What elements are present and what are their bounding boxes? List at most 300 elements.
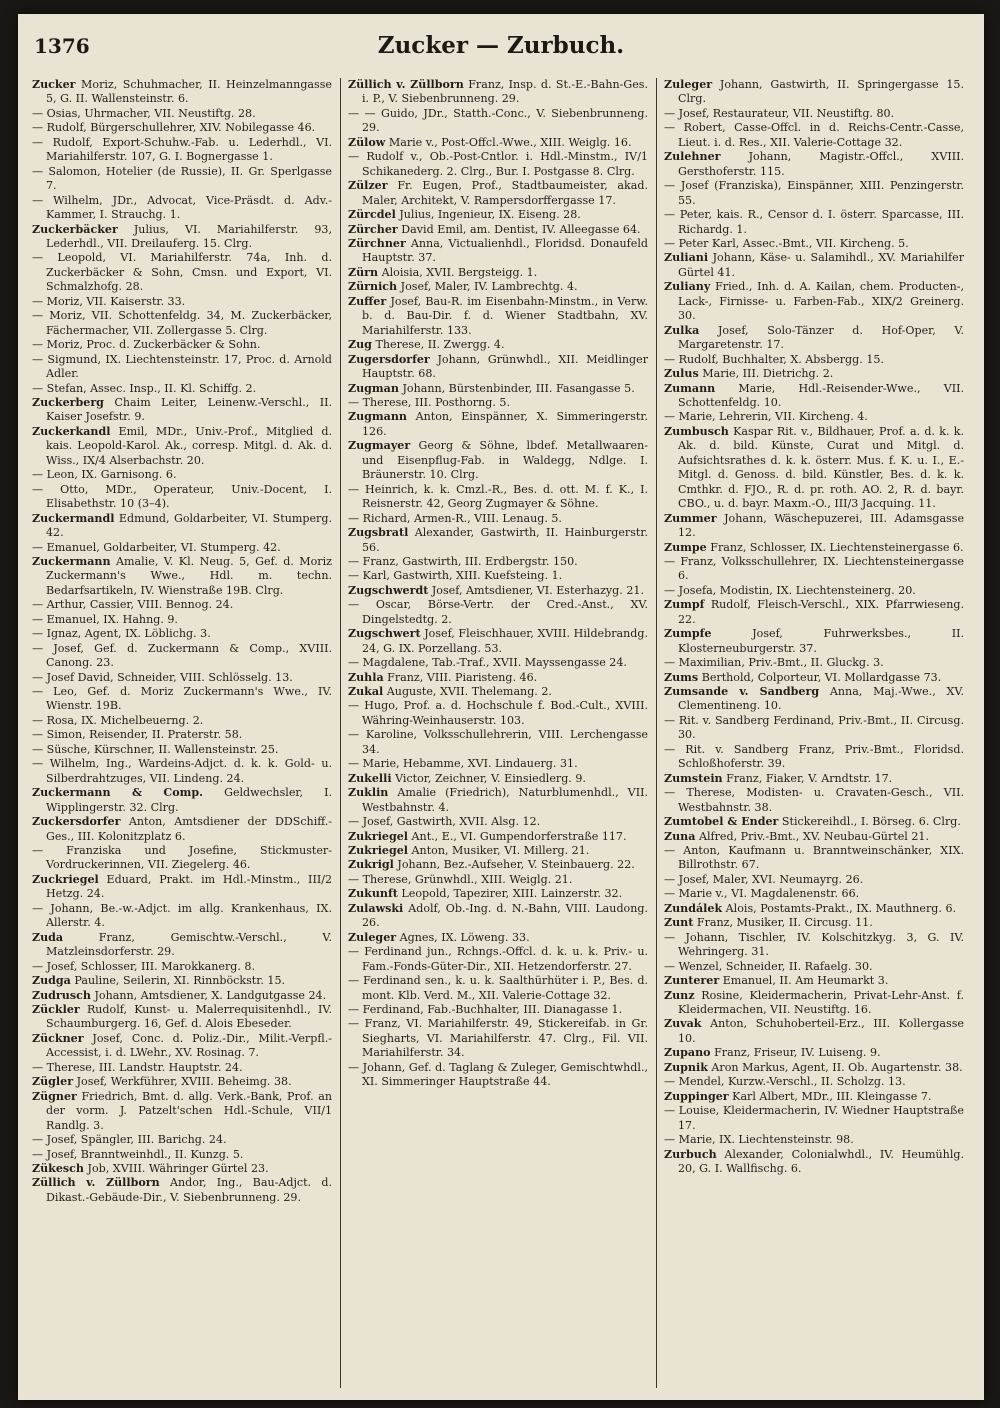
directory-entry (32, 642, 332, 671)
directory-entry (664, 150, 964, 179)
directory-entry (32, 960, 332, 974)
directory-entry (664, 685, 964, 714)
entry-surname: Zugersdorfer (348, 352, 430, 366)
entry-details: — Salomon, Hotelier (de Russie), II. Gr. Sperlgasse 7. (32, 164, 332, 193)
directory-entry (348, 569, 648, 583)
directory-column-2 (348, 78, 648, 1390)
entry-details: Franz, Schlosser, IX. Liechtensteinergasse 6. (710, 540, 964, 554)
page-number: 1376 (34, 34, 90, 58)
directory-entry (348, 786, 648, 815)
entry-details: — Peter, kais. R., Censor d. I. österr. Sparcasse, III. Richardg. 1. (664, 208, 964, 236)
directory-entry (664, 989, 964, 1018)
entry-surname: Zuklin (348, 786, 389, 800)
directory-entry (664, 830, 964, 844)
directory-entry (32, 223, 332, 252)
directory-entry (32, 989, 332, 1003)
entry-details: Anna, Victualienhdl., Floridsd. Donaufeld Hauptstr. 37. (362, 236, 648, 265)
directory-entry (664, 656, 964, 670)
directory-entry (32, 555, 332, 598)
entry-details: Johann, Grünwhdl., XII. Meidlinger Hauptstr. 68. (362, 352, 648, 381)
directory-entry (348, 237, 648, 266)
entry-details: Rudolf, Kunst- u. Malerrequisitenhdl., IV. Schaumburgerg. 16, Gef. d. Alois Ebeseder. (46, 1003, 332, 1031)
entry-details: Marie, Hdl.-Reisender-Wwe., VII. Schottenfeldg. 10. (678, 381, 964, 409)
directory-entry (664, 1104, 964, 1133)
directory-entry (664, 237, 964, 251)
entry-details: Anna, Maj.-Wwe., XV. Clementineng. 10. (678, 685, 964, 713)
directory-entry (32, 598, 332, 612)
entry-surname: Zürn (348, 265, 379, 279)
directory-entry (32, 613, 332, 627)
entry-details: — Karoline, Volksschullehrerin, VIII. Lerchengasse 34. (348, 728, 648, 756)
directory-entry (32, 1162, 332, 1176)
directory-entry (348, 830, 648, 844)
directory-entry (348, 1003, 648, 1017)
directory-entry (32, 844, 332, 873)
directory-entry (32, 1176, 332, 1205)
entry-details: — Otto, MDr., Operateur, Univ.-Docent, I. Elisabethstr. 10 (3–4). (32, 482, 332, 511)
entry-details: — Rudolf, Export-Schuhw.-Fab. u. Lederhdl., VI. Mariahilferstr. 107, G. I. Bognergasse 1. (32, 135, 332, 164)
entry-surname: Zuleger (348, 930, 397, 944)
directory-entry (32, 382, 332, 396)
entry-details: — Sigmund, IX. Liechtensteinstr. 17, Proc. d. Arnold Adler. (32, 352, 332, 381)
entry-details: Marie, III. Dietrichg. 2. (702, 367, 834, 381)
entry-details: Amalie, V. Kl. Neug. 5, Gef. d. Moriz Zuckermann's Wwe., Hdl. m. techn. Bedarfsartikeln, IV. Wienstraße 19B. Clrg. (46, 554, 332, 597)
entry-surname: Zumsande v. Sandberg (664, 685, 820, 699)
entry-surname: Zürchner (348, 236, 406, 250)
entry-surname: Zumstein (664, 771, 723, 785)
directory-entry (664, 931, 964, 960)
directory-entry (348, 512, 648, 526)
directory-entry (664, 251, 964, 280)
directory-entry (664, 974, 964, 988)
directory-entry (32, 931, 332, 960)
entry-surname: Zuckermann & Comp. (32, 786, 203, 800)
entry-details: Marie v., Post-Offcl.-Wwe., XIII. Weiglg. 16. (388, 135, 632, 149)
entry-surname: Zulawski (348, 901, 404, 915)
entry-details: Josef, Fuhrwerksbes., II. Klosterneuburgerstr. 37. (678, 627, 964, 655)
directory-entry (348, 410, 648, 439)
directory-entry (348, 974, 648, 1003)
entry-details: Victor, Zeichner, V. Einsiedlerg. 9. (395, 771, 586, 785)
directory-entry (664, 1061, 964, 1075)
entry-surname: Zülzer (348, 179, 388, 193)
directory-entry (348, 280, 648, 294)
directory-entry (32, 194, 332, 223)
directory-entry (664, 367, 964, 381)
entry-surname: Zunz (664, 988, 695, 1002)
entry-surname: Zudrusch (32, 988, 91, 1002)
entry-details: Andor, Ing., Bau-Adjct. d. Dikast.-Gebäude-Dir., V. Siebenbrunneng. 29. (46, 1176, 332, 1204)
entry-surname: Züllich v. Züllborn (348, 78, 464, 91)
entry-surname: Zug (348, 338, 372, 352)
entry-details: Josef, Werkführer, XVIII. Beheimg. 38. (76, 1075, 292, 1089)
directory-entry (348, 338, 648, 352)
directory-entry (664, 324, 964, 353)
entry-details: — Süsche, Kürschner, II. Wallensteinstr. 25. (32, 742, 279, 756)
entry-details: — Rit. v. Sandberg Franz, Priv.-Bmt., Floridsd. Schloßhoferstr. 39. (664, 742, 964, 771)
entry-details: — Maximilian, Priv.-Bmt., II. Gluckg. 3. (664, 656, 884, 670)
entry-surname: Zükesch (32, 1161, 84, 1175)
directory-entry (664, 772, 964, 786)
entry-details: Franz, VIII. Piaristeng. 46. (387, 670, 538, 684)
directory-entry (664, 916, 964, 930)
directory-entry (664, 353, 964, 367)
entry-surname: Zulus (664, 367, 699, 381)
entry-surname: Zupnik (664, 1060, 708, 1074)
entry-surname: Zuliany (664, 280, 711, 294)
entry-details: — Magdalene, Tab.-Traf., XVII. Mayssengasse 24. (348, 656, 627, 670)
directory-entry (664, 208, 964, 237)
entry-details: Leopold, Tapezirer, XIII. Lainzerstr. 32. (401, 887, 623, 901)
entry-surname: Zuckerberg (32, 395, 104, 409)
entry-details: Josef, Conc. d. Poliz.-Dir., Milit.-Verpfl.-Accessist, i. d. LWehr., XV. Rosinag. 7. (46, 1031, 332, 1060)
directory-entry (348, 483, 648, 512)
entry-details: Fried., Inh. d. A. Kailan, chem. Producten-, Lack-, Firnisse- u. Farben-Fab., XIX/2 Greinerg. 30. (678, 280, 964, 323)
entry-details: Josef, Solo-Tänzer d. Hof-Oper, V. Margaretenstr. 17. (678, 323, 964, 352)
entry-details: — Robert, Casse-Offcl. in d. Reichs-Centr.-Casse, Lieut. i. d. Res., XII. Valerie-Cottage 32. (664, 121, 964, 149)
directory-entry (32, 815, 332, 844)
directory-entry (32, 786, 332, 815)
directory-entry (348, 136, 648, 150)
entry-details: — Karl, Gastwirth, XIII. Kuefsteing. 1. (348, 569, 563, 583)
directory-entry (348, 382, 648, 396)
directory-entry (32, 512, 332, 541)
entry-details: — Hugo, Prof. a. d. Hochschule f. Bod.-Cult., XVIII. Währing-Weinhauserstr. 103. (348, 699, 648, 727)
entry-details: Kaspar Rit. v., Bildhauer, Prof. a. d. k. k. Ak. d. bild. Künste, Curat und Mitgl. d. Aufsichtsrathes d. k. k. österr. Mus. f. K. u. I., E.-Mitgl. d. Genoss. d. bild. Künstler, Bes. d. k. k. Cmthkr. d. FJO., R. d. pr. roth. AO. 2, R. d. bayr. CBO., u. d. bayr. Maxm.-O., III/3 Jacquing. 11. (678, 424, 964, 511)
entry-details: — Moriz, VII. Schottenfeldg. 34, M. Zuckerbäcker, Fächermacher, VII. Zollergasse 5. Clrg. (32, 309, 332, 337)
entry-surname: Zuckermann (32, 554, 111, 568)
directory-entry (664, 598, 964, 627)
directory-entry (32, 295, 332, 309)
directory-column-3 (664, 78, 964, 1390)
entry-details: — Oscar, Börse-Vertr. der Cred.-Anst., XV. Dingelstedtg. 2. (348, 598, 648, 626)
entry-details: Pauline, Seilerin, XI. Rinnböckstr. 15. (74, 974, 286, 988)
entry-details: — Wenzel, Schneider, II. Rafaelg. 30. (664, 959, 873, 973)
directory-entry (32, 136, 332, 165)
entry-surname: Zumpfe (664, 627, 712, 641)
entry-surname: Zuckermandl (32, 511, 115, 525)
directory-entry (664, 873, 964, 887)
entry-surname: Zuckriegel (32, 872, 99, 886)
entry-details: — Therese, Modisten- u. Cravaten-Gesch., VII. Westbahnstr. 38. (664, 786, 964, 814)
directory-entry (348, 627, 648, 656)
entry-surname: Zukriegel (348, 844, 408, 858)
directory-entry (348, 858, 648, 872)
entry-details: — Josef, Gef. d. Zuckermann & Comp., XVIII. Canong. 23. (32, 641, 332, 670)
entry-details: Ant., E., VI. Gumpendorferstraße 117. (411, 829, 627, 843)
entry-surname: Zülow (348, 135, 386, 149)
entry-details: — Ignaz, Agent, IX. Löblichg. 3. (32, 627, 211, 641)
directory-entry (348, 887, 648, 901)
directory-entry (348, 353, 648, 382)
entry-details: — Josef, Branntweinhdl., II. Kunzg. 5. (32, 1147, 244, 1161)
entry-details: — Josef, Maler, XVI. Neumayrg. 26. (664, 872, 864, 886)
directory-entry (664, 512, 964, 541)
directory-entry (348, 671, 648, 685)
entry-details: — Josef, Schlosser, III. Marokkanerg. 8. (32, 959, 256, 973)
entry-details: — Marie, IX. Liechtensteinstr. 98. (664, 1133, 854, 1147)
directory-entry (348, 598, 648, 627)
directory-entry (348, 844, 648, 858)
entry-surname: Zurbuch (664, 1147, 717, 1161)
directory-entry (32, 1003, 332, 1032)
entry-surname: Zuppinger (664, 1089, 729, 1103)
entry-surname: Zulka (664, 323, 700, 337)
directory-entry (348, 931, 648, 945)
entry-details: Aron Markus, Agent, II. Ob. Augartenstr. 38. (711, 1060, 963, 1074)
entry-details: — Mendel, Kurzw.-Verschl., II. Scholzg. 13. (664, 1075, 906, 1089)
entry-details: Johann, Wäschepuzerei, III. Adamsgasse 12. (678, 511, 964, 540)
directory-entry (348, 555, 648, 569)
directory-entry (348, 266, 648, 280)
directory-entry (664, 425, 964, 512)
entry-surname: Zukunft (348, 887, 398, 901)
entry-surname: Zugmayer (348, 439, 411, 453)
directory-entry (664, 1090, 964, 1104)
directory-entry (664, 280, 964, 323)
entry-surname: Zucker (32, 78, 76, 91)
entry-surname: Zumtobel & Ender (664, 815, 779, 829)
directory-entry (348, 772, 648, 786)
entry-surname: Zuda (32, 930, 64, 944)
directory-entry (664, 902, 964, 916)
directory-entry (348, 1017, 648, 1060)
entry-details: — Ferdinand, Fab.-Buchhalter, III. Dianagasse 1. (348, 1003, 623, 1016)
directory-entry (32, 425, 332, 468)
directory-entry (664, 887, 964, 901)
entry-details: Alois, Postamts-Prakt., IX. Mauthnerg. 6. (725, 901, 957, 915)
directory-entry (32, 902, 332, 931)
entry-details: Julius, VI. Mariahilferstr. 93, Lederhdl., VII. Dreilauferg. 15. Clrg. (46, 222, 332, 250)
directory-entry (664, 382, 964, 411)
entry-details: Georg & Söhne, lbdef. Metallwaaren- und Eisenpflug-Fab. in Waldegg, Ndlge. I. Bräunerstr. 10. Clrg. (362, 439, 648, 482)
directory-entry (348, 757, 648, 771)
entry-details: Alexander, Gastwirth, II. Hainburgerstr. 56. (362, 526, 648, 554)
entry-details: — Wilhelm, JDr., Advocat, Vice-Präsdt. d. Adv.-Kammer, I. Strauchg. 1. (32, 193, 332, 222)
entry-details: Alexander, Colonialwhdl., IV. Heumühlg. 20, G. I. Wallfischg. 6. (678, 1147, 964, 1175)
directory-entry (32, 685, 332, 714)
directory-entry (348, 78, 648, 107)
directory-entry (32, 1075, 332, 1089)
entry-details: — Rudolf, Bürgerschullehrer, XIV. Nobilegasse 46. (32, 121, 316, 135)
directory-entry (32, 728, 332, 742)
directory-entry (32, 743, 332, 757)
entry-surname: Zuvak (664, 1017, 702, 1031)
entry-details: Anton, Einspänner, X. Simmeringerstr. 126. (362, 410, 648, 438)
directory-entry (348, 223, 648, 237)
directory-entry (32, 251, 332, 294)
page-title: Zucker — Zurbuch. (377, 32, 625, 59)
directory-entry (348, 699, 648, 728)
entry-details: Edmund, Goldarbeiter, VI. Stumperg. 42. (46, 511, 332, 540)
directory-entry (348, 439, 648, 482)
directory-entry (32, 78, 332, 107)
entry-details: — Franz, Gastwirth, III. Erdbergstr. 150. (348, 554, 578, 568)
entry-details: — Leo, Gef. d. Moriz Zuckermann's Wwe., IV. Wienstr. 19B. (32, 685, 332, 713)
entry-surname: Zuna (664, 829, 696, 843)
directory-entry (664, 78, 964, 107)
entry-details: — Johann, Be.-w.-Adjct. im allg. Krankenhaus, IX. Allerstr. 4. (32, 901, 332, 930)
entry-details: — Marie, Lehrerin, VII. Kircheng. 4. (664, 410, 868, 424)
entry-details: — Osias, Uhrmacher, VII. Neustiftg. 28. (32, 106, 256, 120)
directory-entry (32, 873, 332, 902)
entry-surname: Zürcher (348, 222, 398, 236)
directory-entry (32, 1133, 332, 1147)
directory-entry (32, 309, 332, 338)
directory-entry (32, 396, 332, 425)
entry-details: Josef, Fleischhauer, XVIII. Hildebrandg. 24, G. IX. Porzellang. 53. (362, 627, 648, 655)
entry-surname: Zuleger (664, 78, 713, 91)
directory-entry (664, 410, 964, 424)
entry-details: — Rit. v. Sandberg Ferdinand, Priv.-Bmt., II. Circusg. 30. (664, 713, 964, 742)
directory-entry (32, 165, 332, 194)
entry-details: Franz, Insp. d. St.-E.-Bahn-Ges. i. P., V. Siebenbrunneng. 29. (362, 78, 648, 106)
entry-details: Anton, Musiker, VI. Millerg. 21. (411, 844, 590, 858)
entry-details: — Stefan, Assec. Insp., II. Kl. Schiffg. 2. (32, 381, 257, 395)
entry-details: Julius, Ingenieur, IX. Eiseng. 28. (399, 208, 581, 222)
directory-entry (664, 121, 964, 150)
entry-details: Emanuel, II. Am Heumarkt 3. (722, 974, 889, 988)
directory-page (18, 14, 984, 1400)
entry-surname: Zunt (664, 916, 694, 930)
entry-details: Fr. Eugen, Prof., Stadtbaumeister, akad. Maler, Architekt, V. Rampersdorffergasse 17. (362, 179, 648, 207)
directory-entry (664, 671, 964, 685)
entry-details: — Therese, III. Landstr. Hauptstr. 24. (32, 1060, 243, 1074)
entry-surname: Zuckerbäcker (32, 222, 118, 236)
directory-entry (32, 1032, 332, 1061)
entry-surname: Zürcdel (348, 208, 396, 222)
entry-details: — Simon, Reisender, II. Praterstr. 58. (32, 728, 243, 742)
directory-entry (32, 483, 332, 512)
directory-entry (664, 1133, 964, 1147)
entry-surname: Zukal (348, 685, 384, 699)
entry-details: Berthold, Colporteur, VI. Mollardgasse 73. (701, 670, 942, 684)
entry-surname: Zugman (348, 381, 399, 395)
entry-surname: Zugschwert (348, 627, 421, 641)
directory-entry (664, 960, 964, 974)
entry-details: Aloisia, XVII. Bergsteigg. 1. (381, 265, 538, 279)
entry-surname: Züllich v. Züllborn (32, 1176, 160, 1190)
directory-entry (664, 815, 964, 829)
entry-details: Johann, Magistr.-Offcl., XVIII. Gersthoferstr. 115. (678, 150, 964, 178)
entry-details: Adolf, Ob.-Ing. d. N.-Bahn, VIII. Laudong. 26. (362, 901, 648, 930)
directory-entry (664, 584, 964, 598)
entry-details: — Leopold, VI. Mariahilferstr. 74a, Inh. d. Zuckerbäcker & Sohn, Cmsn. und Export, VI. Schmalzhofg. 28. (32, 251, 332, 294)
entry-details: — Therese, Grünwhdl., XIII. Weiglg. 21. (348, 872, 573, 886)
entry-surname: Zukriegel (348, 829, 408, 843)
directory-entry (348, 873, 648, 887)
entry-surname: Zumpe (664, 540, 707, 554)
entry-details: Johann, Amtsdiener, X. Landgutgasse 24. (94, 988, 327, 1002)
entry-details: — Johann, Gef. d. Taglang & Zuleger, Gemischtwhdl., XI. Simmeringer Hauptstraße 44. (348, 1060, 648, 1089)
directory-entry (664, 1046, 964, 1060)
directory-entry (664, 107, 964, 121)
directory-entry (32, 627, 332, 641)
entry-details: — Moriz, Proc. d. Zuckerbäcker & Sohn. (32, 338, 261, 352)
entry-surname: Zuckersdorfer (32, 815, 121, 829)
entry-surname: Zugmann (348, 410, 407, 424)
entry-surname: Zügler (32, 1075, 74, 1089)
directory-entry (32, 757, 332, 786)
directory-entry (348, 945, 648, 974)
page-header (32, 30, 970, 70)
directory-entry (348, 685, 648, 699)
entry-details: Stickereihdl., I. Börseg. 6. Clrg. (781, 815, 961, 829)
entry-details: — Emanuel, Goldarbeiter, VI. Stumperg. 42. (32, 540, 281, 554)
directory-entry (348, 208, 648, 222)
entry-details: Josef, Bau-R. im Eisenbahn-Minstm., in Verw. b. d. Bau-Dir. f. d. Wiener Stadtbahn, XV. Mariahilferstr. 133. (362, 294, 648, 337)
entry-surname: Zupano (664, 1046, 711, 1060)
entry-details: Amalie (Friedrich), Naturblumenhdl., VII. Westbahnstr. 4. (362, 786, 648, 814)
entry-details: Franz, Musiker, II. Circusg. 11. (696, 916, 873, 930)
directory-entry (32, 121, 332, 135)
entry-details: — Josef, Restaurateur, VII. Neustiftg. 80. (664, 106, 895, 120)
entry-details: Franz, Gemischtw.-Verschl., V. Matzleinsdorferstr. 29. (46, 930, 332, 959)
entry-surname: Zugsbratl (348, 526, 409, 540)
entry-details: — Rudolf v., Ob.-Post-Cntlor. i. Hdl.-Minstm., IV/1 Schikanederg. 2. Clrg., Bur. I. Postgasse 8. Clrg. (348, 150, 648, 178)
entry-details: Anton, Amtsdiener der DDSchiff.-Ges., III. Kolonitzplatz 6. (46, 815, 332, 843)
entry-details: — Josef David, Schneider, VIII. Schlösselg. 13. (32, 670, 293, 684)
entry-details: Johann, Gastwirth, II. Springergasse 15. Clrg. (678, 78, 964, 106)
entry-surname: Zukelli (348, 771, 392, 785)
directory-entry (348, 295, 648, 338)
entry-details: — Franz, VI. Mariahilferstr. 49, Stickereifab. in Gr. Siegharts, VI. Mariahilferstr. 47. Clrg., Fil. VII. Mariahilferstr. 34. (348, 1017, 648, 1060)
directory-entry (664, 714, 964, 743)
entry-surname: Zückler (32, 1003, 80, 1016)
column-divider (656, 78, 657, 1388)
entry-details: — Rudolf, Buchhalter, X. Absbergg. 15. (664, 352, 884, 366)
entry-details: — Wilhelm, Ing., Wardeins-Adjct. d. k. k. Gold- u. Silberdrahtzuges, VII. Lindeng. 24. (32, 757, 332, 785)
entry-details: — Franz, Volksschullehrer, IX. Liechtensteinergasse 6. (664, 554, 964, 583)
entry-surname: Zulehner (664, 150, 721, 164)
directory-entry (664, 179, 964, 208)
directory-entry (348, 179, 648, 208)
entry-details: — Moriz, VII. Kaiserstr. 33. (32, 294, 186, 308)
entry-details: Eduard, Prakt. im Hdl.-Minstm., III/2 Hetzg. 24. (46, 872, 332, 901)
entry-details: — Leon, IX. Garnisong. 6. (32, 468, 177, 482)
directory-entry (32, 1090, 332, 1133)
entry-surname: Zummer (664, 511, 717, 525)
entry-surname: Zukrigl (348, 858, 394, 872)
directory-entry (32, 353, 332, 382)
directory-column-1 (32, 78, 332, 1390)
directory-entry (32, 541, 332, 555)
entry-details: Friedrich, Bmt. d. allg. Verk.-Bank, Prof. an der vorm. J. Patzelt'schen Hdl.-Schule, VII/1 Randlg. 3. (46, 1089, 332, 1132)
directory-entry (664, 541, 964, 555)
entry-details: — Josefa, Modistin, IX. Liechtensteinerg. 20. (664, 583, 916, 597)
entry-details: — Louise, Kleidermacherin, IV. Wiedner Hauptstraße 17. (664, 1104, 964, 1132)
entry-details: — Franziska und Josefine, Stickmuster-Vordruckerinnen, VII. Ziegelerg. 46. (32, 844, 332, 872)
entry-details: Geldwechsler, I. Wipplingerstr. 32. Clrg. (46, 786, 332, 814)
entry-details: — Richard, Armen-R., VIII. Lenaug. 5. (348, 511, 562, 525)
directory-entry (32, 1148, 332, 1162)
entry-surname: Zückner (32, 1031, 84, 1045)
entry-details: — Therese, III. Posthorng. 5. (348, 395, 510, 409)
entry-details: Johann, Bez.-Aufseher, V. Steinbauerg. 22. (397, 858, 635, 872)
directory-entry (664, 743, 964, 772)
entry-details: Karl Albert, MDr., III. Kleingasse 7. (732, 1089, 932, 1103)
entry-details: Job, XVIII. Währinger Gürtel 23. (87, 1161, 269, 1175)
directory-entry (348, 656, 648, 670)
directory-entry (348, 526, 648, 555)
entry-details: Johann, Käse- u. Salamihdl., XV. Mariahilfer Gürtel 41. (678, 251, 964, 279)
directory-entry (32, 714, 332, 728)
entry-surname: Zürnich (348, 280, 398, 294)
directory-entry (664, 786, 964, 815)
directory-entry (664, 1075, 964, 1089)
entry-details: — Josef, Spängler, III. Barichg. 24. (32, 1133, 227, 1147)
directory-entry (348, 584, 648, 598)
